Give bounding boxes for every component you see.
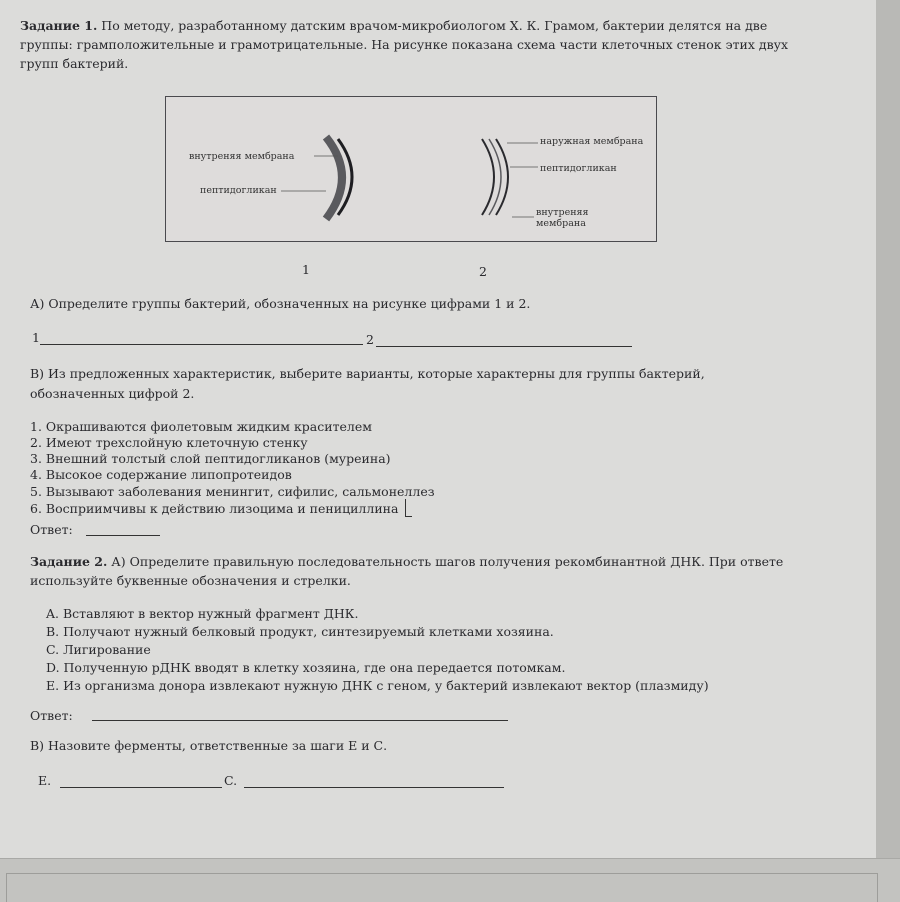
dna-step-a: A. Вставляют в вектор нужный фрагмент ДНК. (46, 606, 359, 621)
text-cursor-marker (405, 499, 412, 517)
question-b-answer-blank[interactable] (86, 535, 160, 536)
characteristic-option-1: 1. Окрашиваются фиолетовым жидким красителем (30, 419, 372, 434)
task2-answer-label: Ответ: (30, 708, 73, 723)
dna-step-d: D. Полученную рДНК вводят в клетку хозяина, где она передается потомкам. (46, 660, 566, 675)
question-a-text: А) Определите группы бактерий, обозначенных на рисунке цифрами 1 и 2. (30, 296, 531, 311)
next-page-edge (0, 858, 900, 902)
label-left-inner-membrane: внутреняя мембрана (189, 151, 295, 162)
task2-question-b: В) Назовите ферменты, ответственные за шаги Е и С. (30, 738, 388, 753)
label-right-inner-line2: мембрана (536, 218, 586, 229)
answer-blank-2[interactable] (376, 346, 632, 347)
task2-title: Задание 2. (30, 554, 108, 569)
task2-line2: используйте буквенные обозначения и стрелки. (30, 573, 351, 588)
page-edge-shadow (876, 0, 900, 858)
task2-line1 (30, 554, 783, 569)
blank-c-label: C. (224, 773, 238, 788)
next-page-frame (6, 873, 878, 902)
gram-negative-inner-membrane (496, 139, 508, 215)
figure-number-2: 2 (479, 264, 487, 279)
task1-intro-text: По методу, разработанному датским врачом-микробиологом Х. К. Грамом, бактерии делятся на две (97, 18, 768, 33)
task1-intro-line2: группы: грамположительные и грамотрицательные. На рисунке показана схема части клеточных стенок этих двух (20, 37, 789, 52)
answer-blank-e[interactable] (60, 787, 222, 788)
characteristic-option-4: 4. Высокое содержание липопротеидов (30, 467, 292, 482)
dna-step-c: C. Лигирование (46, 642, 151, 657)
figure-number-1: 1 (302, 262, 310, 277)
question-b-line1: В) Из предложенных характеристик, выберите варианты, которые характерны для группы бактерий, (30, 366, 705, 381)
gram-positive-peptidoglycan-layer (326, 137, 342, 219)
dna-step-b: B. Получают нужный белковый продукт, синтезируемый клетками хозяина. (46, 624, 554, 639)
gram-negative-outer-membrane (482, 139, 494, 215)
task1-intro-line3: групп бактерий. (20, 56, 129, 71)
characteristic-option-5: 5. Вызывают заболевания менингит, сифилис, сальмонеллез (30, 484, 435, 499)
answer-blank-1[interactable] (40, 344, 363, 345)
task2-line1-text: А) Определите правильную последовательность шагов получения рекомбинантной ДНК. При ответе (107, 554, 784, 569)
characteristic-option-6: 6. Восприимчивы к действию лизоцима и пенициллина (30, 501, 399, 516)
question-b-line2: обозначенных цифрой 2. (30, 386, 195, 401)
label-left-peptidoglycan: пептидогликан (200, 185, 277, 196)
label-right-outer-membrane: наружная мембрана (540, 136, 644, 147)
question-b-answer-label: Ответ: (30, 522, 73, 537)
cell-wall-diagram (165, 96, 657, 242)
blank-2-label: 2 (366, 332, 374, 347)
answer-blank-c[interactable] (244, 787, 504, 788)
dna-step-e: E. Из организма донора извлекают нужную ДНК с геном, у бактерий извлекают вектор (плазмиду) (46, 678, 709, 693)
blank-e-label: E. (38, 773, 52, 788)
blank-1-label: 1 (32, 330, 40, 345)
task1-title: Задание 1. (20, 18, 98, 33)
characteristic-option-3: 3. Внешний толстый слой пептидогликанов (муреина) (30, 451, 391, 466)
label-right-inner-line1: внутреняя (536, 207, 589, 218)
task1-intro-line1 (20, 18, 767, 33)
characteristic-option-2: 2. Имеют трехслойную клеточную стенку (30, 435, 308, 450)
label-right-peptidoglycan: пептидогликан (540, 163, 617, 174)
task2-answer-blank[interactable] (92, 720, 508, 721)
